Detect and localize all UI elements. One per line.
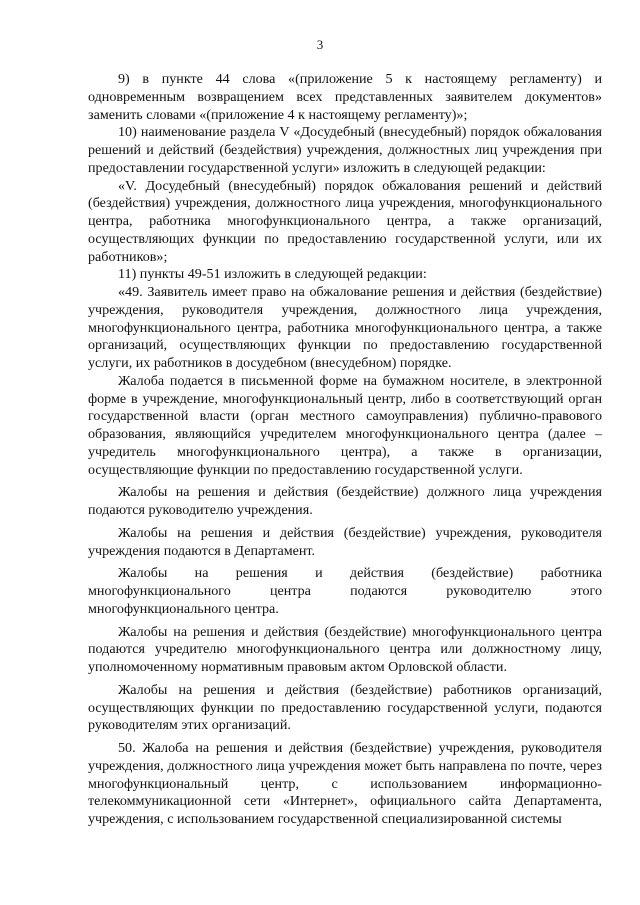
page-number: 3	[316, 37, 324, 52]
paragraph-section-v-title: «V. Досудебный (внесудебный) порядок обжалования решений и действий (бездействия) учреждения, должностного лица учреждения, многофункционального центра, работника многофункционального центра, а также организаций, осуществляющих функции по предоставлению государственной услуги, или их работников»;	[88, 177, 602, 265]
paragraph-complaint-organizations: Жалобы на решения и действия (бездействие) работников организаций, осуществляющих функции по предоставлению государственной услуги, подаются руководителям этих организаций.	[88, 681, 602, 734]
paragraph-complaint-mfc: Жалобы на решения и действия (бездействие) многофункционального центра подаются учредителю многофункционального центра или должностному лицу, уполномоченному нормативным правовым актом Орловской области.	[88, 623, 602, 675]
paragraph-item-10: 10) наименование раздела V «Досудебный (внесудебный) порядок обжалования решений и действий (бездействия) учреждения, должностных лиц учреждения при предоставлении государственной услуги» изложить в следующей редакции:	[88, 124, 602, 176]
paragraph-item-11: 11) пункты 49-51 изложить в следующей редакции:	[118, 266, 427, 283]
paragraph-clause-50: 50. Жалоба на решения и действия (бездействие) учреждения, руководителя учреждения, должностного лица учреждения может быть направлена по почте, через многофункциональный центр, с использованием информационно-телекоммуникационной сети «Интернет», официального сайта Департамента, учреждения, с использованием государственной специализированной системы	[88, 740, 602, 827]
paragraph-complaint-form: Жалоба подается в письменной форме на бумажном носителе, в электронной форме в учреждение, многофункциональный центр, либо в соответствующий орган государственной власти (орган местного самоуправления) публично-правового образования, являющийся учредителем многофункционального центра (далее – учредитель многофункционального центра), а также в организации, осуществляющие функции по предоставлению государственной услуги.	[88, 372, 602, 478]
paragraph-complaint-department: Жалобы на решения и действия (бездействие) учреждения, руководителя учреждения подаются в Департамент.	[88, 524, 602, 559]
paragraph-complaint-mfc-worker: Жалобы на решения и действия (бездействие) работника многофункционального центра подаются руководителю этого многофункционального центра.	[88, 565, 602, 617]
paragraph-clause-49: «49. Заявитель имеет право на обжалование решения и действия (бездействие) учреждения, руководителя учреждения, должностного лица учреждения, многофункционального центра, работника многофункционального центра, а также организаций, осуществляющих функции по предоставлению государственной услуги, их работников в досудебном (внесудебном) порядке.	[88, 284, 602, 371]
document-body	[88, 71, 602, 829]
paragraph-item-9: 9) в пункте 44 слова «(приложение 5 к настоящему регламенту) и одновременным возвращением всех представленных заявителем документов» заменить словами «(приложение 4 к настоящему регламенту)»;	[88, 71, 602, 123]
paragraph-complaint-official: Жалобы на решения и действия (бездействие) должного лица учреждения подаются руководителю учреждения.	[88, 484, 602, 518]
